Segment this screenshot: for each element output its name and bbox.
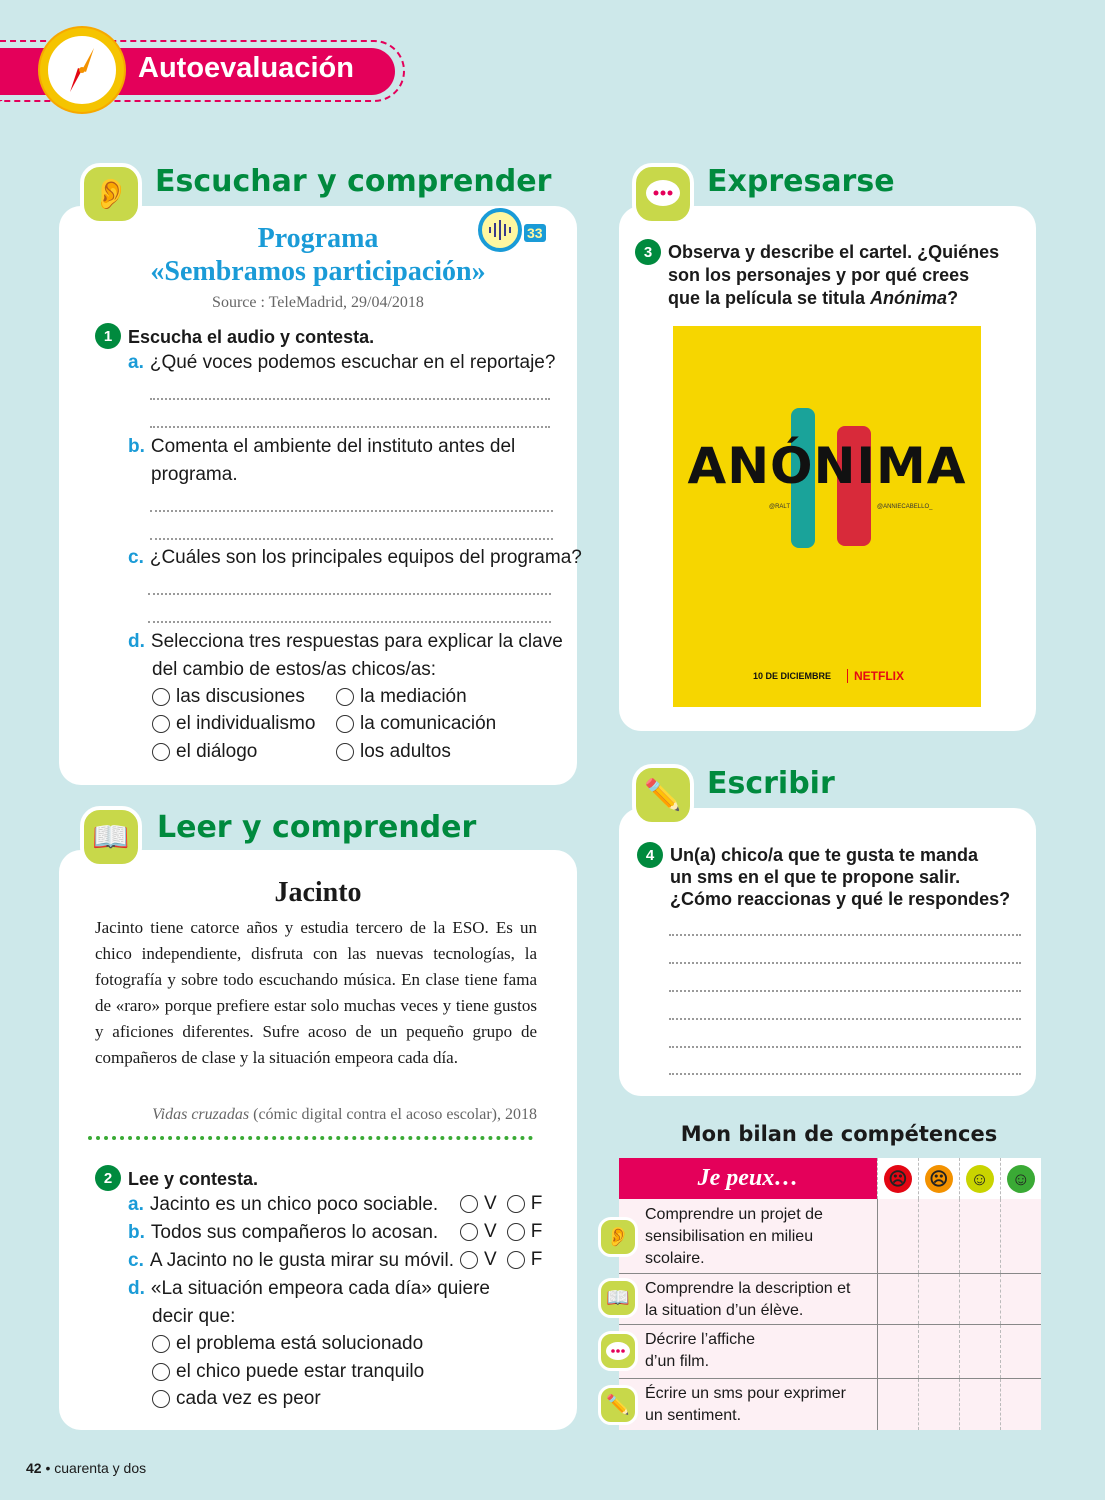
section-heading: Escuchar y comprender xyxy=(155,164,552,199)
question-d: d. Selecciona tres respuestas para explicar la clave del cambio de estos/as chicos/as: xyxy=(128,631,563,680)
question-a: a. ¿Qué voces podemos escuchar en el reportaje? xyxy=(128,352,556,373)
true-false-choice: V F xyxy=(460,1193,542,1215)
option[interactable]: las discusiones xyxy=(152,686,305,708)
answer-line[interactable] xyxy=(150,398,550,400)
option[interactable]: el diálogo xyxy=(152,741,257,763)
rating-cell[interactable] xyxy=(1000,1273,1041,1324)
radio-icon[interactable] xyxy=(152,743,170,761)
pencil-icon: ✏️ xyxy=(632,764,694,826)
bilan-title: Mon bilan de compétences xyxy=(680,1122,998,1146)
skill-text: Écrire un sms pour exprimer un sentiment. xyxy=(619,1378,877,1430)
answer-line[interactable] xyxy=(669,1073,1021,1075)
section-heading: Expresarse xyxy=(707,164,895,199)
page-title: Autoevaluación xyxy=(138,52,354,84)
question-title: Escucha el audio y contesta. xyxy=(128,327,375,347)
sad-face-icon: ☹ xyxy=(925,1165,953,1193)
answer-line[interactable] xyxy=(669,1046,1021,1048)
poster-handle: @ANNIECABELLO_ xyxy=(877,504,933,510)
table-row xyxy=(619,1199,1041,1273)
question-number: 4 xyxy=(637,842,663,868)
true-false-choice: V F xyxy=(460,1221,542,1243)
option[interactable]: el problema está solucionado xyxy=(152,1333,423,1355)
bilan-header: Je peux… xyxy=(619,1158,877,1199)
rating-cell[interactable] xyxy=(959,1273,1000,1324)
question-b: b. Comenta el ambiente del instituto antes del programa. xyxy=(128,436,516,485)
question-number: 3 xyxy=(635,239,661,265)
reading-text: Jacinto tiene catorce años y estudia tercero de la ESO. Es un chico independiente, disfruta con las nuevas tecnologías, la fotografía y sobre todo escuchando música. En clase tiene fama de «raro» porque prefiere estar solo muchas veces y tiene gustos y aficiones diferentes. Sufre acoso de un pequeño grupo de compañeros de clase y la situación empeora cada día. xyxy=(95,918,537,1067)
answer-line[interactable] xyxy=(669,962,1021,964)
question-text: Observa y describe el cartel. ¿Quiénes son los personajes y por qué crees que la película se titula Anónima? xyxy=(668,242,1000,308)
radio-icon[interactable] xyxy=(152,1335,170,1353)
program-title: Programa xyxy=(257,223,379,254)
option[interactable]: los adultos xyxy=(336,741,451,763)
question-number: 2 xyxy=(95,1165,121,1191)
poster-handle: @RALT xyxy=(769,504,790,510)
radio-icon[interactable] xyxy=(336,688,354,706)
poster-title: ANÓNIMA xyxy=(687,437,967,495)
rating-cell[interactable] xyxy=(877,1324,918,1378)
text-title: Jacinto xyxy=(274,877,362,908)
radio-icon[interactable] xyxy=(336,743,354,761)
question-c: c. A Jacinto no le gusta mirar su móvil. xyxy=(128,1250,454,1271)
program-subtitle: «Sembramos participación» xyxy=(150,256,486,287)
movie-poster xyxy=(673,326,981,707)
book-icon: 📖 xyxy=(598,1278,638,1318)
question-c: c. ¿Cuáles son los principales equipos del programa? xyxy=(128,547,582,568)
skill-text: Comprendre un projet de sensibilisation en milieu scolaire. xyxy=(619,1199,877,1273)
section-heading: Escribir xyxy=(707,766,835,801)
poster-date: 10 DE DICIEMBRE xyxy=(753,671,832,681)
radio-icon[interactable] xyxy=(460,1223,478,1241)
option[interactable]: la mediación xyxy=(336,686,467,708)
answer-line[interactable] xyxy=(669,1018,1021,1020)
skill-text: Décrire l’affiche d’un film. xyxy=(619,1324,877,1378)
speech-bubble-icon xyxy=(598,1331,638,1371)
option[interactable]: el individualismo xyxy=(152,713,315,735)
option[interactable]: el chico puede estar tranquilo xyxy=(152,1361,424,1383)
escuchar-card xyxy=(59,206,577,785)
ear-icon: 👂 xyxy=(598,1217,638,1257)
table-row xyxy=(619,1378,1041,1430)
answer-line[interactable] xyxy=(148,593,551,595)
book-icon: 📖 xyxy=(80,806,142,868)
option[interactable]: cada vez es peor xyxy=(152,1388,321,1410)
question-number: 1 xyxy=(95,323,121,349)
pencil-icon: ✏️ xyxy=(598,1385,638,1425)
very-sad-face-icon: ☹ xyxy=(884,1165,912,1193)
rating-cell[interactable] xyxy=(959,1324,1000,1378)
answer-line[interactable] xyxy=(150,510,553,512)
table-row xyxy=(619,1324,1041,1378)
bilan-table xyxy=(619,1158,1041,1430)
radio-icon[interactable] xyxy=(152,688,170,706)
audio-track-number: 33 xyxy=(524,224,546,242)
radio-icon[interactable] xyxy=(152,715,170,733)
radio-icon[interactable] xyxy=(152,1363,170,1381)
radio-icon[interactable] xyxy=(507,1223,525,1241)
answer-line[interactable] xyxy=(669,990,1021,992)
section-heading: Leer y comprender xyxy=(157,810,477,845)
radio-icon[interactable] xyxy=(152,1390,170,1408)
radio-icon[interactable] xyxy=(460,1195,478,1213)
rating-cell[interactable] xyxy=(918,1378,959,1430)
table-row xyxy=(619,1273,1041,1324)
rating-cell[interactable] xyxy=(1000,1378,1041,1430)
option[interactable]: la comunicación xyxy=(336,713,496,735)
divider xyxy=(88,1136,533,1140)
audio-icon[interactable] xyxy=(478,208,522,252)
radio-icon[interactable] xyxy=(507,1195,525,1213)
question-a: a. Jacinto es un chico poco sociable. xyxy=(128,1194,439,1215)
answer-line[interactable] xyxy=(669,934,1021,936)
text-source: Vidas cruzadas (cómic digital contra el acoso escolar), 2018 xyxy=(152,1106,537,1123)
speech-bubble-icon xyxy=(632,163,694,225)
rating-cell[interactable] xyxy=(1000,1324,1041,1378)
rating-cell[interactable] xyxy=(918,1324,959,1378)
answer-line[interactable] xyxy=(150,426,550,428)
true-false-choice: V F xyxy=(460,1249,542,1271)
rating-cell[interactable] xyxy=(959,1199,1000,1273)
rating-cell[interactable] xyxy=(959,1378,1000,1430)
answer-line[interactable] xyxy=(148,621,551,623)
compass-icon xyxy=(40,28,124,112)
radio-icon[interactable] xyxy=(336,715,354,733)
radio-icon[interactable] xyxy=(507,1251,525,1269)
ear-icon: 👂 xyxy=(80,163,142,225)
page-footer: 42 • cuarenta y dos xyxy=(26,1460,147,1476)
source: Source : TeleMadrid, 29/04/2018 xyxy=(212,294,424,311)
rating-cell[interactable] xyxy=(918,1273,959,1324)
rating-cell[interactable] xyxy=(877,1378,918,1430)
happy-face-icon: ☺ xyxy=(1007,1165,1035,1193)
question-d: d. «La situación empeora cada día» quiere decir que: xyxy=(128,1278,490,1327)
neutral-smile-icon: ☺ xyxy=(966,1165,994,1193)
rating-cell[interactable] xyxy=(877,1199,918,1273)
rating-cell[interactable] xyxy=(877,1273,918,1324)
skill-text: Comprendre la description et la situation d’un élève. xyxy=(619,1273,877,1324)
rating-cell[interactable] xyxy=(1000,1199,1041,1273)
poster-brand: NETFLIX xyxy=(847,669,904,683)
rating-cell[interactable] xyxy=(918,1199,959,1273)
question-b: b. Todos sus compañeros lo acosan. xyxy=(128,1222,439,1243)
question-title: Lee y contesta. xyxy=(128,1169,259,1189)
answer-line[interactable] xyxy=(150,538,553,540)
radio-icon[interactable] xyxy=(460,1251,478,1269)
question-text: Un(a) chico/a que te gusta te manda un sms en el que te propone salir. ¿Cómo reaccionas y qué le respondes? xyxy=(670,845,1011,909)
